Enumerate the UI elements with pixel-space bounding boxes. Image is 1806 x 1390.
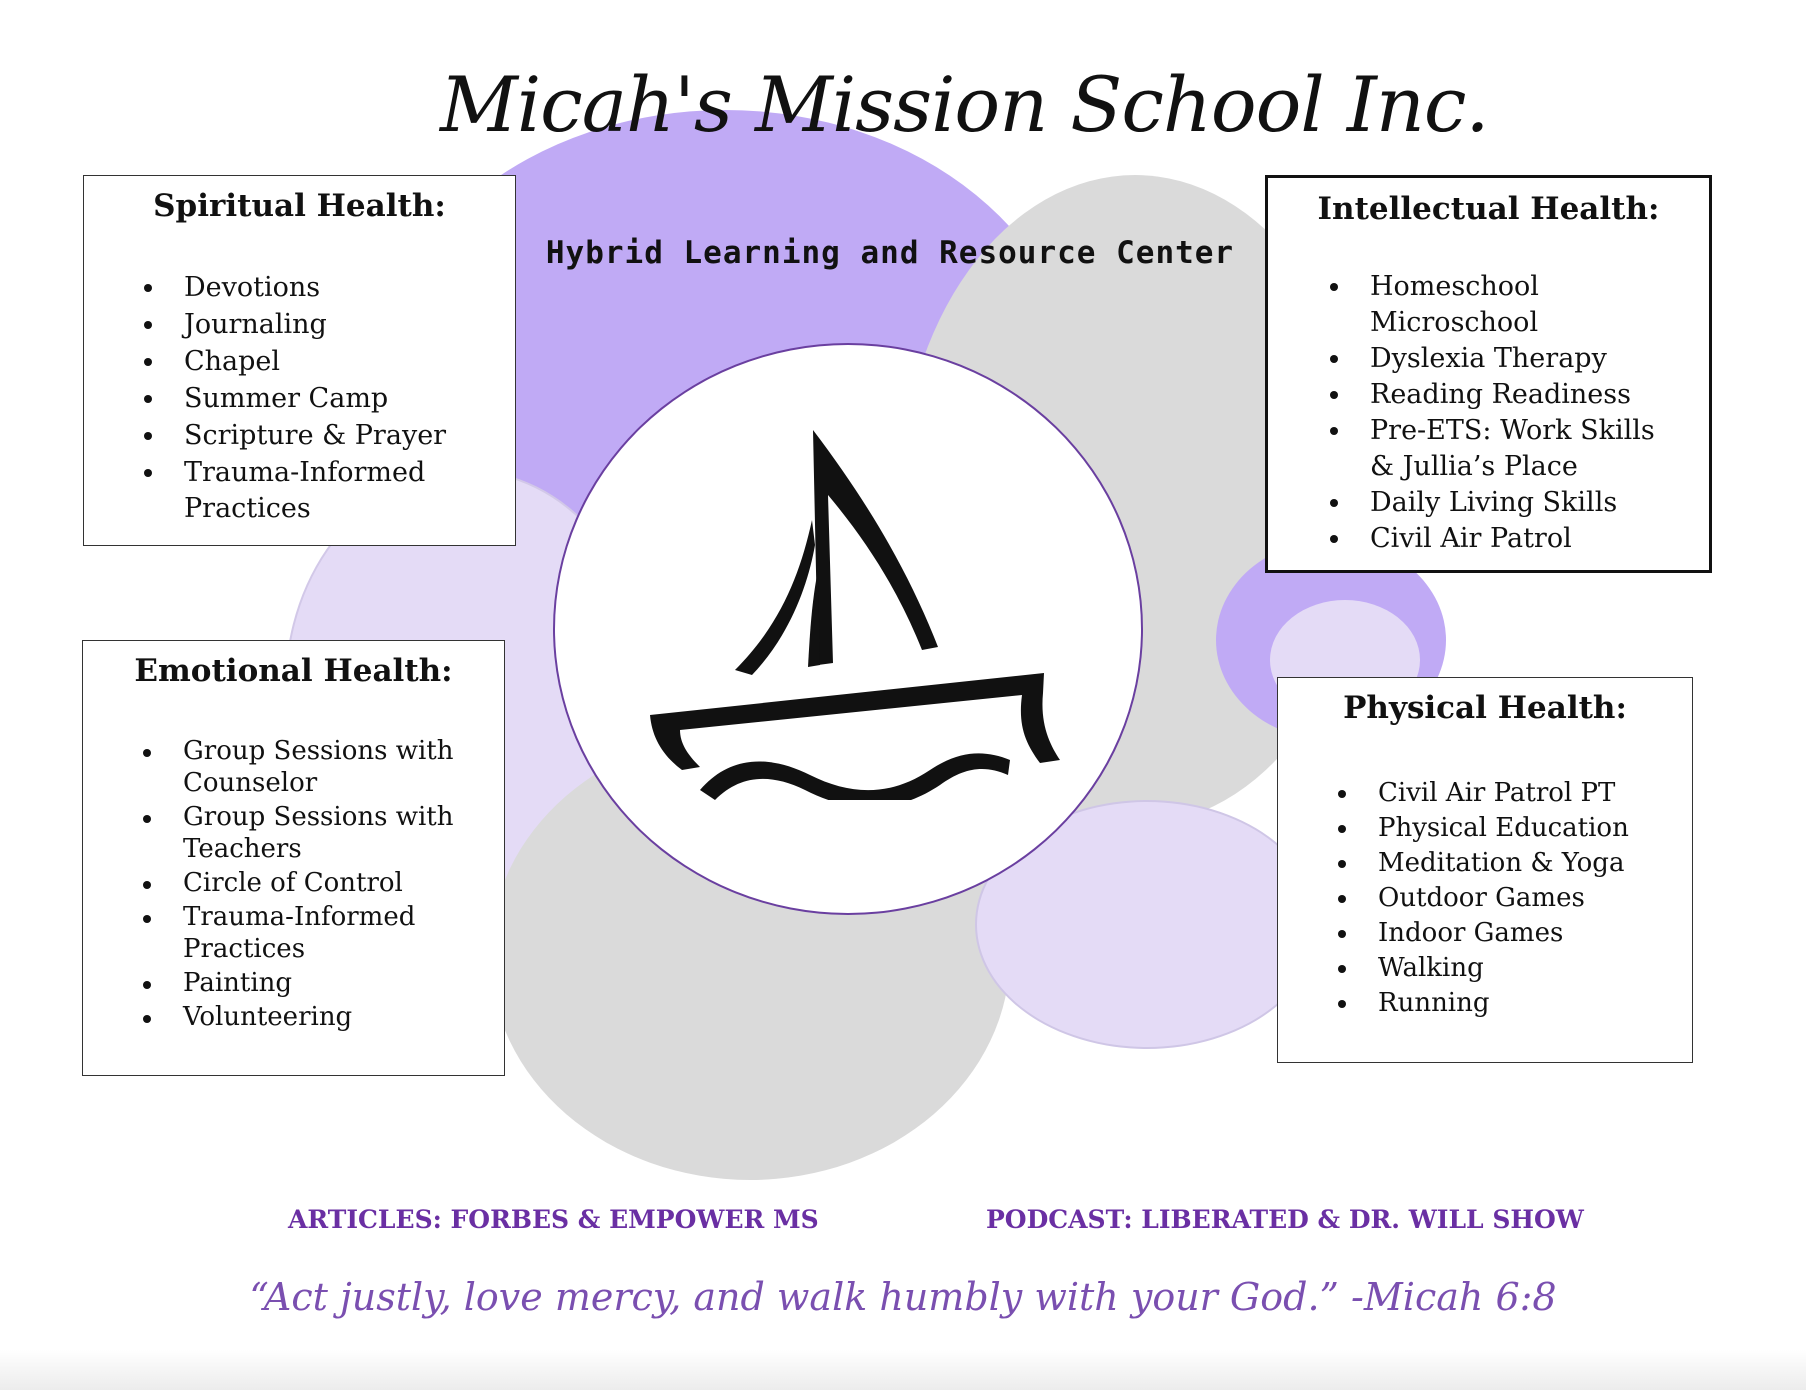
page-title: Micah's Mission School Inc.: [440, 60, 1489, 149]
emotional-health-heading: Emotional Health:: [134, 653, 453, 689]
list-item: Scripture & Prayer: [184, 418, 515, 454]
emotional-health-panel: [82, 640, 505, 1076]
articles-line: ARTICLES: FORBES & EMPOWER MS: [288, 1205, 819, 1234]
list-item: Physical Education: [1378, 811, 1692, 846]
list-item: Indoor Games: [1378, 916, 1692, 951]
physical-health-heading: Physical Health:: [1343, 690, 1627, 726]
list-item: Group Sessions with Teachers: [183, 801, 463, 865]
physical-health-list: [1278, 776, 1692, 1021]
list-item: Trauma-Informed Practices: [183, 901, 433, 965]
list-item: Journaling: [184, 307, 515, 343]
emotional-health-list: [83, 735, 504, 1033]
list-item: Volunteering: [183, 1001, 504, 1033]
list-item: Civil Air Patrol PT: [1378, 776, 1692, 811]
list-item: Running: [1378, 986, 1692, 1021]
list-item: Homeschool Microschool: [1370, 269, 1560, 341]
intellectual-health-list: [1268, 269, 1709, 557]
intellectual-health-heading: Intellectual Health:: [1317, 191, 1660, 227]
list-item: Circle of Control: [183, 867, 504, 899]
list-item: Trauma-Informed Practices: [184, 455, 444, 527]
physical-health-panel: [1277, 677, 1693, 1063]
spiritual-health-list: [84, 270, 515, 527]
list-item: Civil Air Patrol: [1370, 521, 1709, 557]
page-bottom-fade: [0, 1350, 1806, 1390]
list-item: Daily Living Skills: [1370, 485, 1709, 521]
list-item: Group Sessions with Counselor: [183, 735, 463, 799]
bible-verse: “Act justly, love mercy, and walk humbly with your God.” -Micah 6:8: [249, 1275, 1557, 1319]
spiritual-health-panel: [83, 175, 516, 546]
spiritual-health-heading: Spiritual Health:: [153, 188, 446, 224]
list-item: Dyslexia Therapy: [1370, 341, 1709, 377]
list-item: Summer Camp: [184, 381, 515, 417]
list-item: Reading Readiness: [1370, 377, 1709, 413]
list-item: Walking: [1378, 951, 1692, 986]
intellectual-health-panel: [1265, 175, 1712, 573]
list-item: Devotions: [184, 270, 515, 306]
page-subtitle: Hybrid Learning and Resource Center: [545, 235, 1235, 271]
list-item: Meditation & Yoga: [1378, 846, 1692, 881]
list-item: Chapel: [184, 344, 515, 380]
list-item: Painting: [183, 967, 504, 999]
list-item: Pre-ETS: Work Skills & Jullia’s Place: [1370, 413, 1680, 485]
list-item: Outdoor Games: [1378, 881, 1692, 916]
podcast-line: PODCAST: LIBERATED & DR. WILL SHOW: [986, 1205, 1584, 1234]
sailboat-icon: [640, 425, 1060, 800]
